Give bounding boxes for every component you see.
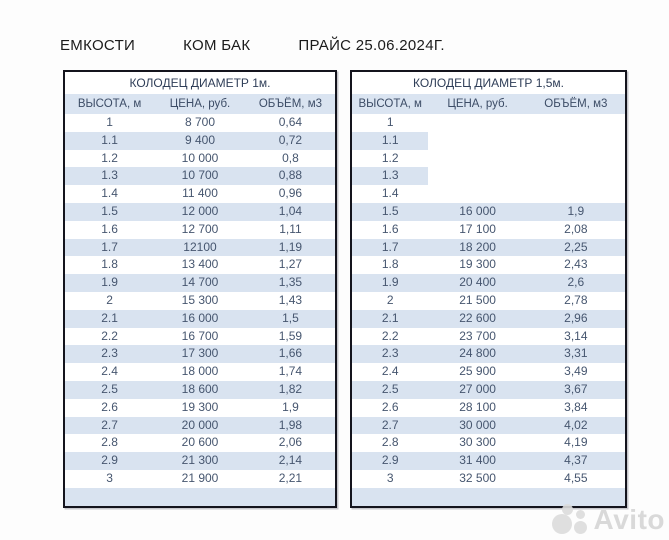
table-row bbox=[65, 150, 335, 168]
height-cell: 2.2 bbox=[381, 328, 399, 343]
price-cell bbox=[154, 488, 246, 506]
table-row bbox=[352, 417, 625, 435]
price-cell bbox=[428, 150, 526, 168]
table-body bbox=[352, 114, 625, 506]
title-segment-emkosti: ЕМКОСТИ bbox=[60, 37, 136, 54]
volume-cell: 1,11 bbox=[279, 221, 302, 236]
height-cell: 1 bbox=[106, 115, 113, 129]
volume-cell: 0,8 bbox=[282, 150, 299, 165]
table-row bbox=[352, 114, 625, 132]
volume-cell: 3,67 bbox=[564, 381, 588, 396]
table-row bbox=[65, 292, 335, 310]
column-header-volume: ОБЪЁМ, м3 bbox=[544, 98, 608, 110]
height-cell: 1.3 bbox=[101, 168, 118, 183]
table-row bbox=[352, 274, 625, 292]
volume-cell: 1,66 bbox=[278, 346, 303, 361]
height-cell: 1.8 bbox=[101, 257, 118, 272]
price-cell: 8 700 bbox=[184, 115, 215, 129]
volume-cell: 1,19 bbox=[278, 239, 303, 254]
price-cell: 30 300 bbox=[459, 435, 496, 450]
volume-cell: 1,59 bbox=[278, 328, 303, 343]
table-row bbox=[65, 239, 335, 257]
height-cell: 2.6 bbox=[101, 399, 118, 414]
table-row bbox=[65, 328, 335, 346]
price-cell bbox=[428, 167, 526, 185]
table-body bbox=[65, 114, 335, 506]
height-cell: 1.1 bbox=[352, 132, 428, 150]
price-cell: 23 700 bbox=[459, 328, 496, 343]
price-cell: 30 000 bbox=[459, 417, 496, 432]
table-row bbox=[65, 470, 335, 488]
height-cell: 1.1 bbox=[101, 132, 118, 147]
height-cell: 2.8 bbox=[381, 435, 399, 450]
price-cell: 12 000 bbox=[181, 203, 219, 218]
volume-cell bbox=[246, 488, 335, 506]
column-header-volume: ОБЪЁМ, м3 bbox=[258, 98, 323, 110]
price-cell: 9 400 bbox=[184, 132, 215, 147]
volume-cell: 1,9 bbox=[282, 399, 299, 414]
table-row bbox=[352, 256, 625, 274]
volume-cell: 1,82 bbox=[278, 381, 303, 396]
table-row bbox=[352, 167, 625, 185]
volume-cell: 1,27 bbox=[278, 257, 303, 272]
price-cell: 11 400 bbox=[182, 186, 218, 201]
height-cell: 2.5 bbox=[101, 381, 118, 396]
volume-cell: 2,08 bbox=[564, 221, 588, 236]
height-cell: 2 bbox=[386, 292, 394, 307]
table-row bbox=[65, 274, 335, 292]
volume-cell bbox=[527, 488, 625, 506]
title-segment-kom-bak: КОМ БАК bbox=[183, 37, 251, 54]
table-row bbox=[352, 470, 625, 488]
height-cell: 1.3 bbox=[352, 167, 428, 185]
height-cell: 1.2 bbox=[101, 150, 118, 165]
price-cell: 16 000 bbox=[459, 203, 496, 218]
table-row bbox=[352, 203, 625, 221]
price-cell: 18 000 bbox=[181, 364, 219, 379]
volume-cell bbox=[527, 132, 625, 150]
table-row bbox=[65, 310, 335, 328]
price-cell bbox=[428, 114, 526, 132]
height-cell: 1.7 bbox=[101, 239, 118, 254]
table-row bbox=[65, 399, 335, 417]
price-cell: 21 500 bbox=[459, 292, 496, 307]
height-cell: 2.4 bbox=[101, 364, 118, 379]
table-row bbox=[352, 345, 625, 363]
price-cell: 16 700 bbox=[181, 328, 219, 343]
volume-cell: 4,19 bbox=[564, 435, 588, 450]
volume-cell: 1,98 bbox=[278, 417, 303, 432]
volume-cell bbox=[527, 114, 625, 132]
table-row bbox=[65, 345, 335, 363]
table-row bbox=[352, 363, 625, 381]
volume-cell: 0,72 bbox=[278, 132, 303, 147]
table-title: КОЛОДЕЦ ДИАМЕТР 1,5м. bbox=[352, 72, 625, 94]
price-cell: 20 000 bbox=[181, 417, 219, 432]
height-cell: 1.6 bbox=[381, 221, 399, 236]
volume-cell: 2,25 bbox=[564, 239, 588, 254]
volume-cell: 4,02 bbox=[564, 417, 588, 432]
price-cell: 19 300 bbox=[181, 399, 219, 414]
price-cell: 17 100 bbox=[459, 221, 496, 236]
volume-cell: 2,6 bbox=[567, 275, 585, 290]
table-header-row bbox=[65, 94, 335, 114]
column-header-price: ЦЕНА, руб. bbox=[169, 98, 231, 110]
table-well-diameter-1-5m bbox=[350, 70, 627, 508]
height-cell: 1.9 bbox=[381, 275, 399, 290]
height-cell: 1.5 bbox=[381, 203, 399, 218]
volume-cell bbox=[527, 167, 625, 185]
price-cell: 19 300 bbox=[459, 257, 496, 272]
table-row bbox=[352, 452, 625, 470]
volume-cell: 0,96 bbox=[278, 186, 303, 201]
height-cell: 2.7 bbox=[381, 417, 399, 432]
price-cell: 12 700 bbox=[181, 221, 219, 236]
height-cell bbox=[65, 488, 154, 506]
price-cell: 17 300 bbox=[181, 346, 219, 361]
volume-cell: 0,64 bbox=[278, 115, 303, 129]
price-cell: 32 500 bbox=[459, 470, 496, 485]
table-row bbox=[352, 185, 625, 203]
table-row bbox=[65, 417, 335, 435]
height-cell: 2.9 bbox=[101, 453, 118, 468]
height-cell: 1.9 bbox=[101, 275, 118, 290]
table-row bbox=[65, 185, 335, 203]
height-cell: 1.4 bbox=[381, 186, 399, 201]
volume-cell: 4,37 bbox=[564, 453, 588, 468]
volume-cell: 2,21 bbox=[278, 470, 303, 485]
price-cell: 22 600 bbox=[459, 310, 496, 325]
volume-cell: 1,9 bbox=[567, 203, 585, 218]
price-cell: 20 600 bbox=[181, 435, 219, 450]
price-cell bbox=[428, 488, 526, 506]
price-cell: 18 200 bbox=[459, 239, 496, 254]
table-well-diameter-1m bbox=[63, 70, 337, 508]
height-cell: 2.5 bbox=[381, 381, 399, 396]
volume-cell: 1,35 bbox=[278, 275, 303, 290]
volume-cell: 2,96 bbox=[564, 310, 588, 325]
height-cell: 1 bbox=[386, 115, 394, 129]
volume-cell: 3,84 bbox=[564, 399, 588, 414]
column-header-height: ВЫСОТА, м bbox=[358, 98, 422, 110]
height-cell: 2.1 bbox=[381, 310, 399, 325]
height-cell: 2.2 bbox=[101, 328, 118, 343]
table-row bbox=[352, 310, 625, 328]
price-cell: 21 900 bbox=[181, 470, 219, 485]
height-cell: 2.3 bbox=[101, 346, 118, 361]
price-cell bbox=[428, 185, 526, 203]
table-row bbox=[352, 434, 625, 452]
price-cell bbox=[428, 132, 526, 150]
price-cell: 10 700 bbox=[181, 168, 219, 183]
table-row bbox=[352, 488, 625, 506]
table-row bbox=[352, 399, 625, 417]
price-cell: 16 000 bbox=[181, 310, 219, 325]
volume-cell: 3,31 bbox=[564, 346, 588, 361]
height-cell: 1.5 bbox=[101, 203, 118, 218]
table-row bbox=[65, 434, 335, 452]
price-cell: 12100 bbox=[183, 239, 217, 254]
table-row bbox=[65, 452, 335, 470]
volume-cell: 2,14 bbox=[278, 453, 303, 468]
table-header-row bbox=[352, 94, 625, 114]
height-cell bbox=[352, 488, 428, 506]
price-cell: 18 600 bbox=[181, 381, 219, 396]
table-row bbox=[352, 381, 625, 399]
height-cell: 1.8 bbox=[381, 257, 399, 272]
height-cell: 2 bbox=[106, 292, 113, 307]
height-cell: 2.9 bbox=[381, 453, 399, 468]
volume-cell: 1,04 bbox=[278, 203, 303, 218]
table-row bbox=[65, 132, 335, 150]
table-row bbox=[65, 488, 335, 506]
volume-cell: 1,74 bbox=[278, 364, 303, 379]
price-cell: 20 400 bbox=[459, 275, 496, 290]
table-row bbox=[65, 221, 335, 239]
volume-cell: 3,14 bbox=[564, 328, 588, 343]
height-cell: 2.1 bbox=[101, 310, 118, 325]
price-cell: 13 400 bbox=[181, 257, 219, 272]
height-cell: 3 bbox=[106, 470, 113, 485]
height-cell: 2.6 bbox=[381, 399, 399, 414]
column-header-price: ЦЕНА, руб. bbox=[447, 98, 508, 110]
volume-cell: 2,78 bbox=[564, 292, 588, 307]
height-cell: 2.3 bbox=[381, 346, 399, 361]
volume-cell: 3,49 bbox=[564, 364, 588, 379]
price-cell: 27 000 bbox=[459, 381, 496, 396]
table-row bbox=[65, 381, 335, 399]
volume-cell: 2,06 bbox=[278, 435, 303, 450]
column-header-height: ВЫСОТА, м bbox=[77, 98, 142, 110]
volume-cell: 1,5 bbox=[282, 310, 299, 325]
height-cell: 2.8 bbox=[101, 435, 118, 450]
height-cell: 1.7 bbox=[381, 239, 399, 254]
volume-cell: 2,43 bbox=[564, 257, 588, 272]
price-cell: 25 900 bbox=[459, 364, 496, 379]
volume-cell: 0,88 bbox=[278, 168, 303, 183]
height-cell: 1.4 bbox=[101, 186, 118, 201]
price-cell: 24 800 bbox=[459, 346, 496, 361]
table-row bbox=[352, 239, 625, 257]
table-row bbox=[352, 132, 625, 150]
title-segment-price-date: ПРАЙС 25.06.2024Г. bbox=[298, 37, 445, 54]
height-cell: 3 bbox=[386, 470, 394, 485]
volume-cell: 4,55 bbox=[564, 470, 588, 485]
table-row bbox=[352, 221, 625, 239]
price-cell: 31 400 bbox=[459, 453, 496, 468]
volume-cell bbox=[527, 150, 625, 168]
volume-cell: 1,43 bbox=[278, 292, 303, 307]
height-cell: 2.7 bbox=[101, 417, 118, 432]
table-row bbox=[352, 292, 625, 310]
table-row bbox=[352, 150, 625, 168]
table-title: КОЛОДЕЦ ДИАМЕТР 1м. bbox=[65, 72, 335, 94]
table-row bbox=[65, 114, 335, 132]
price-cell: 21 300 bbox=[181, 453, 219, 468]
price-cell: 15 300 bbox=[181, 292, 219, 307]
price-cell: 14 700 bbox=[181, 275, 219, 290]
volume-cell bbox=[527, 185, 625, 203]
table-row bbox=[65, 167, 335, 185]
avito-watermark-label: Avito bbox=[593, 504, 665, 535]
price-cell: 10 000 bbox=[181, 150, 219, 165]
height-cell: 1.2 bbox=[381, 150, 399, 165]
table-row bbox=[65, 363, 335, 381]
table-row bbox=[65, 256, 335, 274]
height-cell: 1.6 bbox=[101, 221, 118, 236]
height-cell: 2.4 bbox=[381, 364, 399, 379]
table-row bbox=[352, 328, 625, 346]
price-cell: 28 100 bbox=[459, 399, 496, 414]
table-row bbox=[65, 203, 335, 221]
